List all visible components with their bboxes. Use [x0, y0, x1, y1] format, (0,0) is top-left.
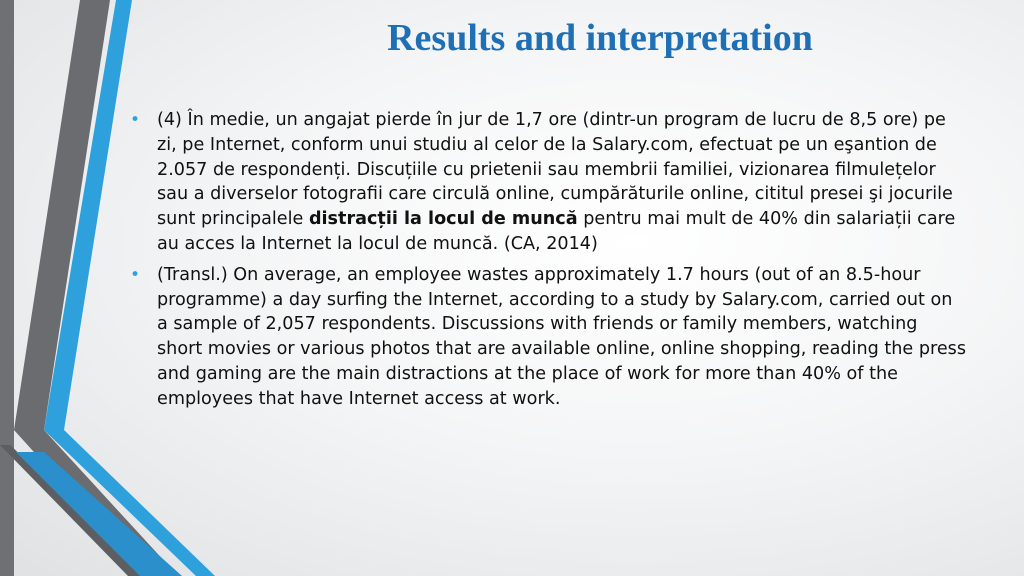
bullet-text-after: pentru mai mult de 40% din salariații care au acces la Internet la locul de muncă. (CA, 2014) — [157, 209, 956, 254]
bullet-list — [128, 108, 968, 418]
bullet-dot-icon: • — [130, 110, 141, 130]
bullet-text: (Transl.) On average, an employee wastes approximately 1.7 hours (out of an 8.5-hour programme) a day surfing the Internet, according to a study by Salary.com, carried out on a sample of 2,057 respondents. Discussions with friends or family members, watching short movies or various photos that are available online, online shopping, reading the press and gaming are the main distractions at the place of work for more than 40% of the employees that have Internet access at work. — [157, 264, 967, 409]
slide-title: Results and interpretation — [387, 17, 813, 59]
bullet-text-before: (4) În medie, un angajat pierde în jur de 1,7 ore (dintr-un program de lucru de 8,5 ore) pe zi, pe Internet, conform unui studiu al celor de la Salary.com, efectuat pe un eşantion de 2.057 de respondenți. Discuțiile cu prietenii sau membrii familiei, vizionarea filmulețelor sau a diverselor fotografii care circulă online, cumpărăturile online, cititul presei şi jocurile sunt principalele — [157, 110, 953, 230]
bullet-dot-icon: • — [130, 264, 141, 285]
left-gray-band — [0, 0, 14, 576]
bullet-bold-phrase: distracții la locul de muncă — [308, 209, 578, 230]
bullet-translation — [128, 263, 968, 412]
bullet-romanian — [128, 108, 968, 257]
